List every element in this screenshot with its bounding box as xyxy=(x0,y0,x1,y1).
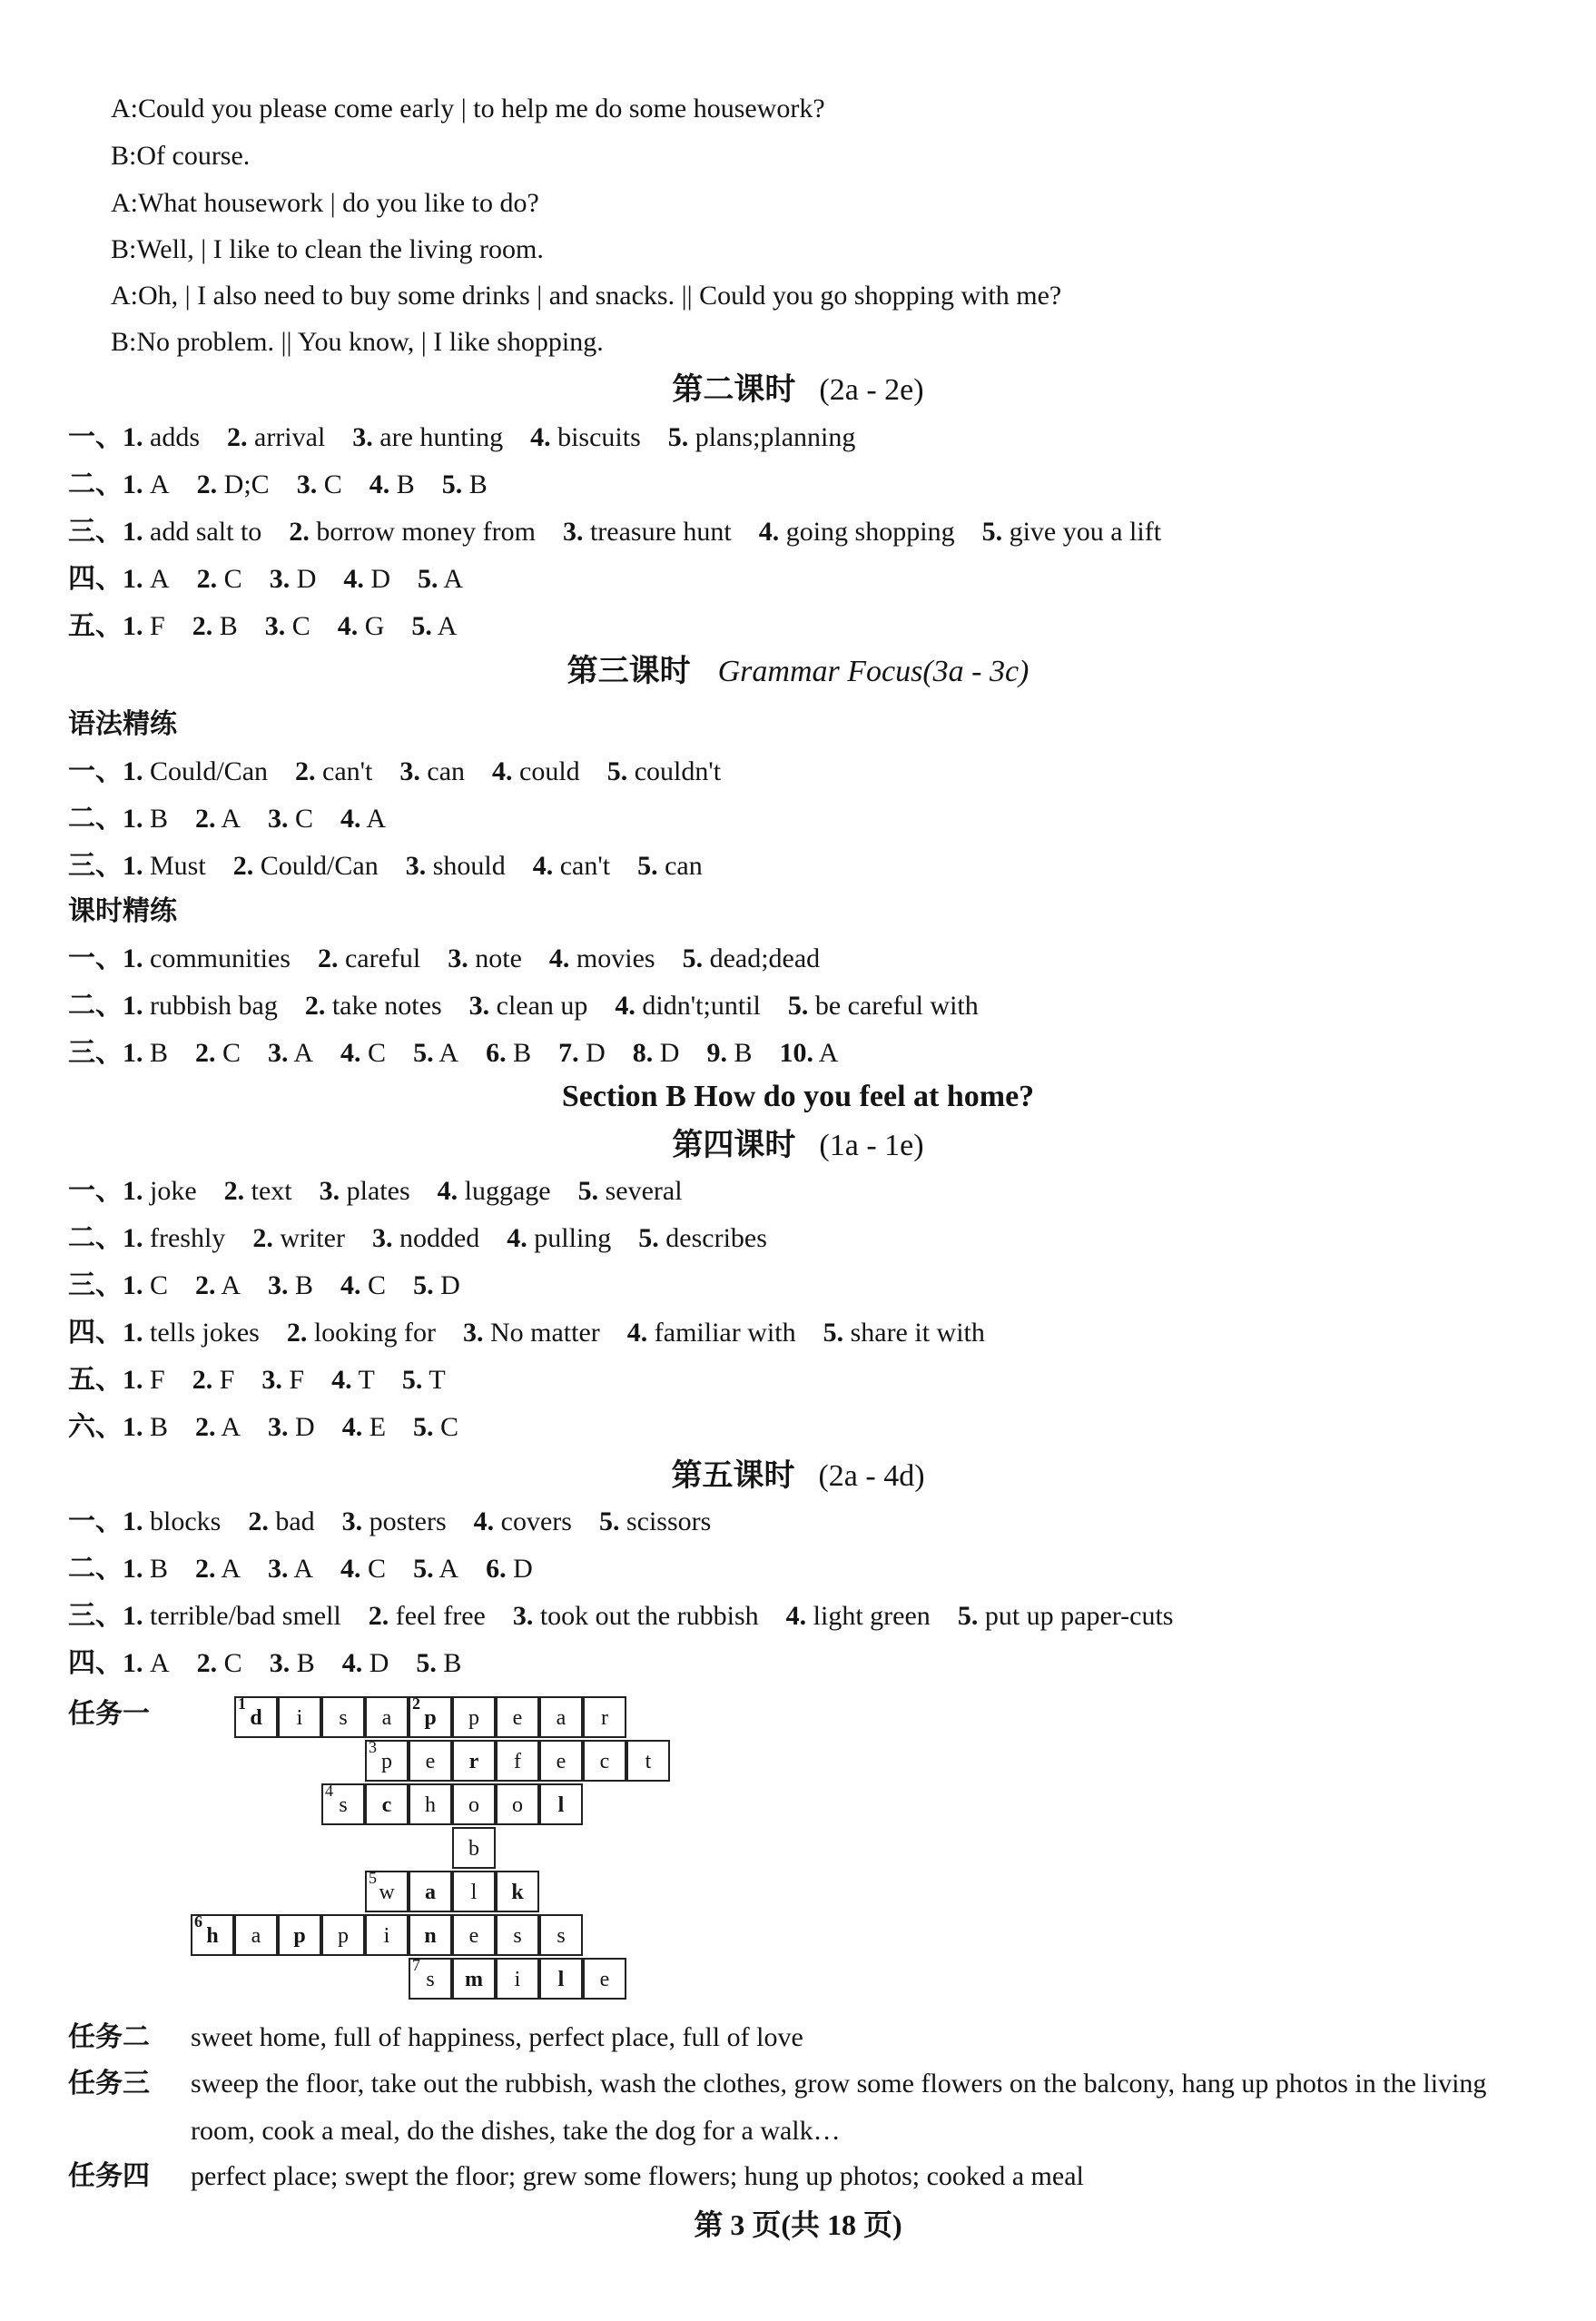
answer-item: 2. bad xyxy=(248,1506,315,1536)
answer-item: 3. clean up xyxy=(468,991,588,1021)
answer-line xyxy=(68,1409,486,1446)
answer-item: 5. B xyxy=(441,469,488,499)
answer-line-label: 三、 xyxy=(68,1601,123,1631)
dialogue-line-5: A:Oh, | I also need to buy some drinks | and snacks. || Could you go shopping with me? xyxy=(111,281,1062,311)
crossword-cell: e xyxy=(583,1958,626,2000)
answer-line xyxy=(68,608,484,645)
crossword-cell: p xyxy=(278,1914,321,1956)
answer-line-label: 一、 xyxy=(68,756,123,786)
crossword-cell: 2 p xyxy=(409,1696,452,1738)
answer-line-label: 四、 xyxy=(68,1648,123,1678)
answer-item: 6. D xyxy=(486,1554,533,1584)
answer-line xyxy=(68,1035,865,1072)
crossword-cell: e xyxy=(409,1740,452,1782)
answer-item: 1. A xyxy=(123,1648,170,1678)
answer-item: 2. A xyxy=(195,804,241,834)
crossword-cell: a xyxy=(365,1696,409,1738)
answer-item: 1. C xyxy=(123,1270,169,1300)
answer-item: 5. scissors xyxy=(598,1506,712,1536)
task3-label: 任务三 xyxy=(68,2068,150,2099)
crossword-cell: l xyxy=(539,1958,583,2000)
lesson5-title: 第五课时 xyxy=(671,1459,795,1493)
answer-item: 1. communities xyxy=(123,943,291,973)
answer-line-label: 三、 xyxy=(68,1270,123,1300)
crossword-cell: l xyxy=(539,1783,583,1825)
answer-item: 6. B xyxy=(486,1038,532,1068)
answer-line xyxy=(68,1504,738,1540)
crossword-cell: a xyxy=(409,1871,452,1912)
answer-item: 1. F xyxy=(123,1365,165,1395)
lesson4-heading xyxy=(0,1126,1596,1166)
crossword-cell: r xyxy=(452,1740,496,1782)
answer-item: 3. No matter xyxy=(462,1318,600,1348)
crossword-cell: 1 d xyxy=(234,1696,278,1738)
lesson3-subtitle: Grammar Focus(3a - 3c) xyxy=(717,655,1030,688)
lesson2-heading xyxy=(0,370,1596,410)
answer-line-label: 三、 xyxy=(68,851,123,881)
answer-item: 1. add salt to xyxy=(123,517,262,547)
answer-item: 5. A xyxy=(413,1038,459,1068)
answer-line xyxy=(68,754,748,790)
answer-item: 4. D xyxy=(343,564,391,594)
answer-item: 2. text xyxy=(223,1176,292,1206)
answer-item: 3. A xyxy=(268,1038,314,1068)
answer-item: 1. Must xyxy=(123,851,206,881)
answer-item: 2. take notes xyxy=(304,991,442,1021)
answer-line-label: 五、 xyxy=(68,1365,123,1395)
answer-item: 10. A xyxy=(779,1038,839,1068)
answer-line-label: 五、 xyxy=(68,611,123,641)
answer-item: 3. D xyxy=(268,1412,315,1442)
crossword-cell: a xyxy=(234,1914,278,1956)
crossword-cell: h xyxy=(409,1783,452,1825)
section-b-heading: Section B How do you feel at home? xyxy=(561,1080,1035,1113)
answer-line xyxy=(68,848,730,884)
crossword-cell: f xyxy=(496,1740,539,1782)
answer-item: 1. B xyxy=(123,804,169,834)
answer-item: 2. C xyxy=(196,564,242,594)
answer-item: 5. C xyxy=(413,1412,459,1442)
crossword-cell: b xyxy=(452,1827,496,1869)
answer-line xyxy=(68,467,515,503)
answer-line xyxy=(68,1173,710,1210)
answer-item: 4. C xyxy=(340,1554,387,1584)
answer-item: 3. D xyxy=(269,564,317,594)
answer-item: 2. arrival xyxy=(227,422,326,452)
answer-line-label: 二、 xyxy=(68,1554,123,1584)
answer-item: 4. luggage xyxy=(437,1176,551,1206)
task3-text: sweep the floor, take out the rubbish, wash the clothes, grow some flowers on the balcony, hang up photos in the living room, cook a meal, do the dishes, take the dog for a walk… xyxy=(191,2069,1487,2146)
dialogue-line-1: A:Could you please come early | to help me do some housework? xyxy=(111,94,825,123)
answer-line-label: 一、 xyxy=(68,1176,123,1206)
answer-item: 5. give you a lift xyxy=(981,517,1162,547)
lesson5-range: (2a - 4d) xyxy=(818,1459,925,1493)
answer-item: 3. F xyxy=(261,1365,305,1395)
answer-line xyxy=(68,561,490,598)
answer-item: 3. A xyxy=(268,1554,314,1584)
answer-item: 4. movies xyxy=(548,943,655,973)
answer-item: 3. are hunting xyxy=(352,422,504,452)
crossword-cell: e xyxy=(496,1696,539,1738)
lesson4-range: (1a - 1e) xyxy=(819,1129,924,1162)
lesson5-heading xyxy=(0,1457,1596,1496)
answer-item: 3. nodded xyxy=(371,1223,480,1253)
answer-item: 3. C xyxy=(296,469,342,499)
answer-item: 1. rubbish bag xyxy=(123,991,278,1021)
crossword-cell: p xyxy=(321,1914,365,1956)
answer-item: 4. A xyxy=(340,804,387,834)
answer-item: 2. writer xyxy=(252,1223,345,1253)
answer-item: 2. looking for xyxy=(286,1318,436,1348)
crossword-cell: 7 s xyxy=(409,1958,452,2000)
dialogue-line-2: B:Of course. xyxy=(111,141,251,171)
answer-line xyxy=(68,941,847,977)
crossword-cell: s xyxy=(539,1914,583,1956)
answer-line xyxy=(68,514,1188,550)
crossword-cell: a xyxy=(539,1696,583,1738)
answer-line-label: 二、 xyxy=(68,469,123,499)
crossword-cell: i xyxy=(278,1696,321,1738)
crossword-cell: i xyxy=(365,1914,409,1956)
answer-item: 4. can't xyxy=(532,851,611,881)
answer-item: 1. blocks xyxy=(123,1506,222,1536)
answer-item: 4. going shopping xyxy=(758,517,955,547)
answer-item: 5. plans;planning xyxy=(667,422,856,452)
answer-item: 4. familiar with xyxy=(626,1318,796,1348)
answer-item: 4. pulling xyxy=(507,1223,612,1253)
answer-item: 5. couldn't xyxy=(606,756,722,786)
answer-item: 9. B xyxy=(706,1038,753,1068)
crossword-cell: k xyxy=(496,1871,539,1912)
answer-item: 2. F xyxy=(192,1365,235,1395)
task2-label: 任务二 xyxy=(68,2021,150,2053)
answer-item: 5. several xyxy=(577,1176,683,1206)
answer-item: 4. didn't;until xyxy=(615,991,761,1021)
answer-line xyxy=(68,1315,1012,1351)
crossword-cell: c xyxy=(583,1740,626,1782)
crossword-cell: n xyxy=(409,1914,452,1956)
crossword-cell: 4 s xyxy=(321,1783,365,1825)
answer-item: 2. feel free xyxy=(368,1601,486,1631)
lesson2-title: 第二课时 xyxy=(672,373,796,407)
answer-item: 1. freshly xyxy=(123,1223,226,1253)
answer-line xyxy=(68,801,413,837)
answer-item: 4. C xyxy=(340,1038,387,1068)
answer-item: 5. B xyxy=(416,1648,462,1678)
answer-item: 4. B xyxy=(369,469,415,499)
answer-item: 5. dead;dead xyxy=(682,943,821,973)
page-footer: 第 3 页(共 18 页) xyxy=(694,2208,902,2241)
crossword-cell: o xyxy=(496,1783,539,1825)
answer-item: 5. describes xyxy=(638,1223,767,1253)
answer-item: 2. Could/Can xyxy=(232,851,379,881)
answer-item: 1. B xyxy=(123,1038,169,1068)
answer-item: 4. covers xyxy=(473,1506,572,1536)
answer-item: 1. Could/Can xyxy=(123,756,269,786)
answer-item: 5. can xyxy=(637,851,703,881)
answer-line-label: 一、 xyxy=(68,943,123,973)
answer-item: 2. can't xyxy=(295,756,373,786)
lesson4-title: 第四课时 xyxy=(672,1129,796,1162)
answer-item: 5. be careful with xyxy=(787,991,979,1021)
answer-item: 2. borrow money from xyxy=(289,517,536,547)
answer-item: 5. A xyxy=(418,564,464,594)
answer-item: 1. A xyxy=(123,469,170,499)
answer-item: 5. share it with xyxy=(823,1318,985,1348)
crossword-cell: i xyxy=(496,1958,539,2000)
answer-item: 3. treasure hunt xyxy=(562,517,732,547)
crossword-cell: c xyxy=(365,1783,409,1825)
answer-item: 3. can xyxy=(399,756,466,786)
crossword-cell: e xyxy=(452,1914,496,1956)
answer-item: 2. A xyxy=(195,1270,241,1300)
answer-line xyxy=(68,1551,560,1587)
answer-item: 3. plates xyxy=(319,1176,410,1206)
answer-item: 2. C xyxy=(196,1648,242,1678)
answer-item: 3. note xyxy=(448,943,522,973)
answer-line xyxy=(68,1598,1200,1635)
answer-line-label: 二、 xyxy=(68,1223,123,1253)
answer-item: 1. tells jokes xyxy=(123,1318,260,1348)
answer-item: 1. F xyxy=(123,611,165,641)
answer-item: 5. D xyxy=(413,1270,460,1300)
answer-item: 2. A xyxy=(195,1412,241,1442)
answer-item: 4. light green xyxy=(785,1601,931,1631)
task1-label: 任务一 xyxy=(68,1698,150,1730)
answer-line-label: 一、 xyxy=(68,1506,123,1536)
answer-line xyxy=(68,988,1006,1024)
answer-item: 2. A xyxy=(195,1554,241,1584)
answer-item: 1. A xyxy=(123,564,170,594)
answer-line xyxy=(68,420,882,456)
crossword-cell: e xyxy=(539,1740,583,1782)
answer-item: 3. posters xyxy=(341,1506,447,1536)
answer-line-label: 四、 xyxy=(68,1318,123,1348)
answer-item: 3. B xyxy=(269,1648,315,1678)
answer-item: 5. A xyxy=(413,1554,459,1584)
dialogue-line-6: B:No problem. || You know, | I like shopping. xyxy=(111,327,604,357)
answer-item: 1. B xyxy=(123,1412,169,1442)
crossword-cell: 3 p xyxy=(365,1740,409,1782)
lesson3-heading xyxy=(0,652,1596,692)
crossword-cell: s xyxy=(496,1914,539,1956)
answer-item: 2. B xyxy=(192,611,238,641)
lesson3-title: 第三课时 xyxy=(566,655,691,688)
crossword-cell: o xyxy=(452,1783,496,1825)
answer-item: 2. careful xyxy=(317,943,421,973)
answer-line xyxy=(68,1220,794,1257)
answer-line-label: 二、 xyxy=(68,991,123,1021)
answer-line-label: 一、 xyxy=(68,422,123,452)
answer-line xyxy=(68,1362,473,1398)
answer-item: 4. T xyxy=(331,1365,375,1395)
answer-item: 1. terrible/bad smell xyxy=(123,1601,341,1631)
answer-item: 4. E xyxy=(341,1412,387,1442)
grammar-practice-label: 语法精练 xyxy=(68,708,177,740)
answer-line-label: 三、 xyxy=(68,517,123,547)
answer-line-label: 二、 xyxy=(68,804,123,834)
answer-item: 5. A xyxy=(411,611,458,641)
answer-item: 3. took out the rubbish xyxy=(512,1601,759,1631)
answer-item: 3. C xyxy=(264,611,310,641)
answer-line xyxy=(68,1645,488,1682)
task4-label: 任务四 xyxy=(68,2160,150,2192)
answer-item: 2. D;C xyxy=(196,469,270,499)
crossword-cell: s xyxy=(321,1696,365,1738)
answer-item: 2. C xyxy=(195,1038,241,1068)
answer-item: 3. C xyxy=(268,804,314,834)
crossword-cell: t xyxy=(626,1740,670,1782)
answer-item: 8. D xyxy=(632,1038,680,1068)
lesson2-range: (2a - 2e) xyxy=(819,373,924,407)
crossword-cell: r xyxy=(583,1696,626,1738)
lesson-practice-label: 课时精练 xyxy=(68,895,177,927)
task2-text: sweet home, full of happiness, perfect place, full of love xyxy=(191,2022,803,2052)
crossword-cell: l xyxy=(452,1871,496,1912)
answer-item: 1. B xyxy=(123,1554,169,1584)
dialogue-line-4: B:Well, | I like to clean the living room. xyxy=(111,234,544,264)
answer-item: 4. C xyxy=(340,1270,387,1300)
dialogue-line-3: A:What housework | do you like to do? xyxy=(111,188,539,218)
answer-item: 7. D xyxy=(558,1038,606,1068)
answer-item: 4. biscuits xyxy=(530,422,641,452)
crossword-cell: 6 h xyxy=(191,1914,234,1956)
answer-line xyxy=(68,1268,488,1304)
answer-item: 4. G xyxy=(337,611,385,641)
answer-item: 3. should xyxy=(405,851,506,881)
task4-text: perfect place; swept the floor; grew some flowers; hung up photos; cooked a meal xyxy=(191,2161,1084,2191)
answer-line-label: 六、 xyxy=(68,1412,123,1442)
answer-item: 1. adds xyxy=(123,422,200,452)
crossword-cell: p xyxy=(452,1696,496,1738)
answer-item: 4. could xyxy=(492,756,580,786)
answer-item: 5. T xyxy=(401,1365,446,1395)
answer-item: 5. put up paper-cuts xyxy=(957,1601,1174,1631)
crossword-cell: m xyxy=(452,1958,496,2000)
answer-line-label: 四、 xyxy=(68,564,123,594)
answer-item: 4. D xyxy=(341,1648,389,1678)
answer-line-label: 三、 xyxy=(68,1038,123,1068)
answer-item: 3. B xyxy=(268,1270,314,1300)
answer-item: 1. joke xyxy=(123,1176,197,1206)
crossword-cell: 5 w xyxy=(365,1871,409,1912)
